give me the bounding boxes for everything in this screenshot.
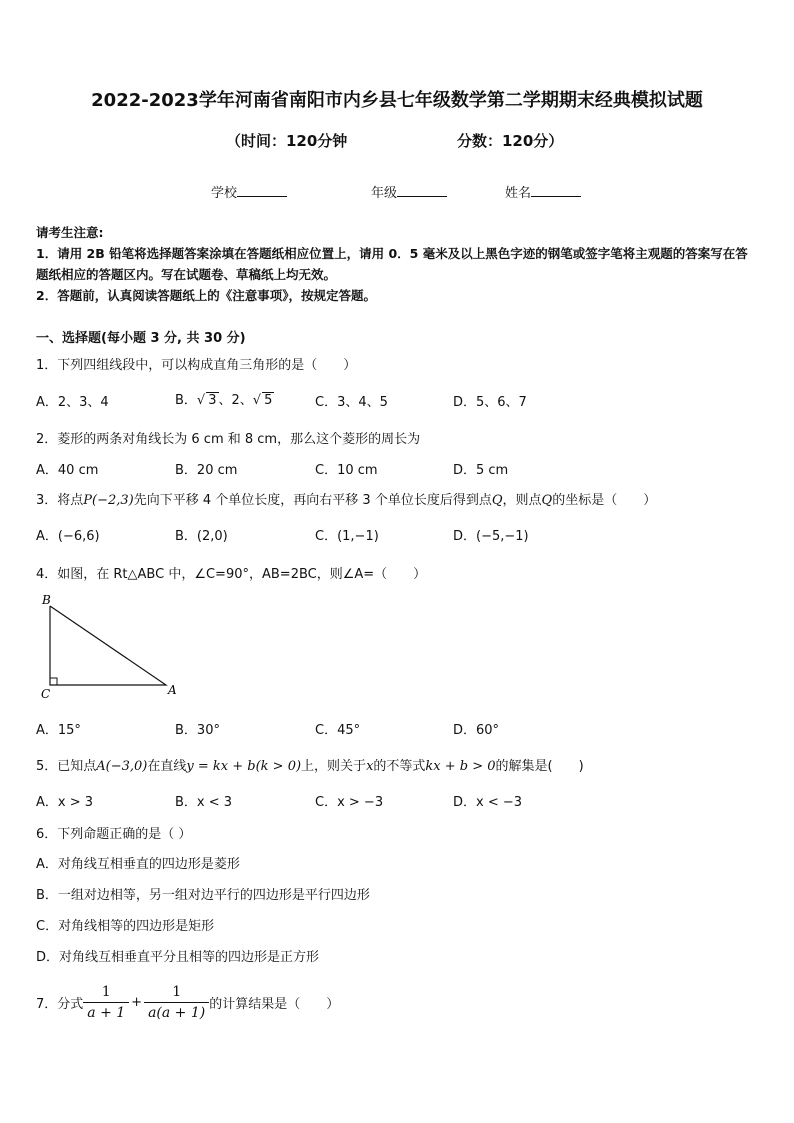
q6-option-d: D．对角线互相垂直平分且相等的四边形是正方形 [36,950,320,965]
q5-stem [36,755,584,774]
name-blank [531,184,581,197]
q7-f2-numerator: 1 [144,984,209,1003]
q3-option-b: B．(2,0) [175,529,228,544]
q2-option-d: D．5 cm [453,463,509,478]
vertex-label-a: A [168,683,177,697]
q7-f1-numerator: 1 [83,984,129,1003]
triangle-outline [50,606,166,685]
exam-title: 2022-2023学年河南省南阳市内乡县七年级数学第二学期期末经典模拟试题 [91,90,703,111]
q3-stem-mid: 先向下平移 4 个单位长度，再向右平移 3 个单位长度后得到点 [133,493,492,508]
q3-point-q2: Q [541,493,553,508]
q3-option-d: D．(−5,−1) [453,529,529,544]
sqrt-symbol: √ [252,393,262,408]
q2-option-b: B．20 cm [175,463,238,478]
section-heading: 一、选择题(每小题 3 分, 共 30 分) [36,331,246,346]
school-field [211,182,287,201]
q2-option-a: A．40 cm [36,463,99,478]
q4-option-b: B．30° [175,723,220,738]
q2-option-c: C．10 cm [315,463,378,478]
q6-option-c: C．对角线相等的四边形是矩形 [36,919,215,934]
q3-stem [36,489,656,508]
name-label: 姓名 [505,186,532,201]
q7-stem [36,984,339,1021]
q5-option-d: D．x < −3 [453,795,523,810]
q7-f2-denominator: a(a + 1) [148,1005,206,1021]
q3-option-c: C．(1,−1) [315,529,379,544]
notes-block [36,222,760,306]
name-field [505,182,581,201]
q5-option-b: B．x < 3 [175,795,233,810]
q6-option-a: A．对角线互相垂直的四边形是菱形 [36,857,240,872]
q1-stem: 1．下列四组线段中，可以构成直角三角形的是（ ） [36,358,357,373]
q5-inequality: kx + b > 0 [425,759,496,774]
q4-triangle-figure [36,592,186,702]
q5-option-c: C．x > −3 [315,795,384,810]
q3-stem-post: 的坐标是（ ） [552,493,657,508]
q5-line-equation: y = kx + b(k > 0) [186,759,302,774]
exam-score: 分数：120分） [457,132,564,150]
q1-b-radicand-1: 3 [208,393,217,408]
q2-stem: 2．菱形的两条对角线长为 6 cm 和 8 cm，那么这个菱形的周长为 [36,432,421,447]
q1-b-prefix: B． [175,393,197,408]
q5-variable-x: x [366,759,374,774]
grade-field [371,182,447,201]
q1-option-b [175,389,274,408]
q4-stem: 4．如图，在 Rt△ABC 中，∠C=90°，AB=2BC，则∠A=（ ） [36,567,427,582]
notes-item-2: 2．答题前，认真阅读答题纸上的《注意事项》，按规定答题。 [36,288,376,303]
school-label: 学校 [211,186,238,201]
q1-option-d: D．5、6、7 [453,395,527,410]
q5-stem-mid2: 上，则关于 [301,759,367,774]
q1-option-c: C．3、4、5 [315,395,388,410]
q7-plus: + [131,995,143,1010]
vertex-label-c: C [41,687,51,701]
q3-point-p: P(−2,3) [83,493,134,508]
q1-b-mid: 、2、 [218,393,253,408]
notes-item-1: 1．请用 2B 铅笔将选择题答案涂填在答题纸相应位置上，请用 0．5 毫米及以上黑色字迹的钢笔或签字笔将主观题的答案写在答题纸相应的答题区内。写在试题卷、草稿纸上均无效。 [36,246,748,282]
school-blank [237,184,287,197]
q5-stem-mid: 在直线 [147,759,187,774]
q3-stem-mid2: ，则点 [502,493,542,508]
q1-b-radicand-2: 5 [264,393,273,408]
q3-point-q: Q [491,493,503,508]
q4-option-a: A．15° [36,723,81,738]
notes-heading: 请考生注意: [36,225,104,240]
right-angle-marker [50,678,57,685]
q1-option-a: A．2、3、4 [36,395,109,410]
exam-time: （时间：120分钟 [226,132,348,150]
q6-stem: 6．下列命题正确的是（ ） [36,827,192,842]
q7-fraction-1 [83,984,129,1021]
grade-label: 年级 [371,186,398,201]
q5-stem-pre: 5．已知点 [36,759,97,774]
q4-option-c: C．45° [315,723,361,738]
q7-stem-pre: 7．分式 [36,997,84,1012]
q5-option-a: A．x > 3 [36,795,94,810]
q7-fraction-2 [144,984,209,1021]
q5-stem-post: 的解集是( ) [495,759,584,774]
q6-option-b: B．一组对边相等，另一组对边平行的四边形是平行四边形 [36,888,370,903]
grade-blank [397,184,447,197]
sqrt-symbol: √ [196,393,206,408]
q7-f1-denominator: a + 1 [87,1005,126,1021]
vertex-label-b: B [42,593,51,607]
q4-option-d: D．60° [453,723,500,738]
q7-stem-post: 的计算结果是（ ） [209,997,340,1012]
q3-stem-pre: 3．将点 [36,493,84,508]
q5-point-a: A(−3,0) [96,759,148,774]
q5-stem-mid3: 的不等式 [373,759,426,774]
q3-option-a: A．(−6,6) [36,529,100,544]
